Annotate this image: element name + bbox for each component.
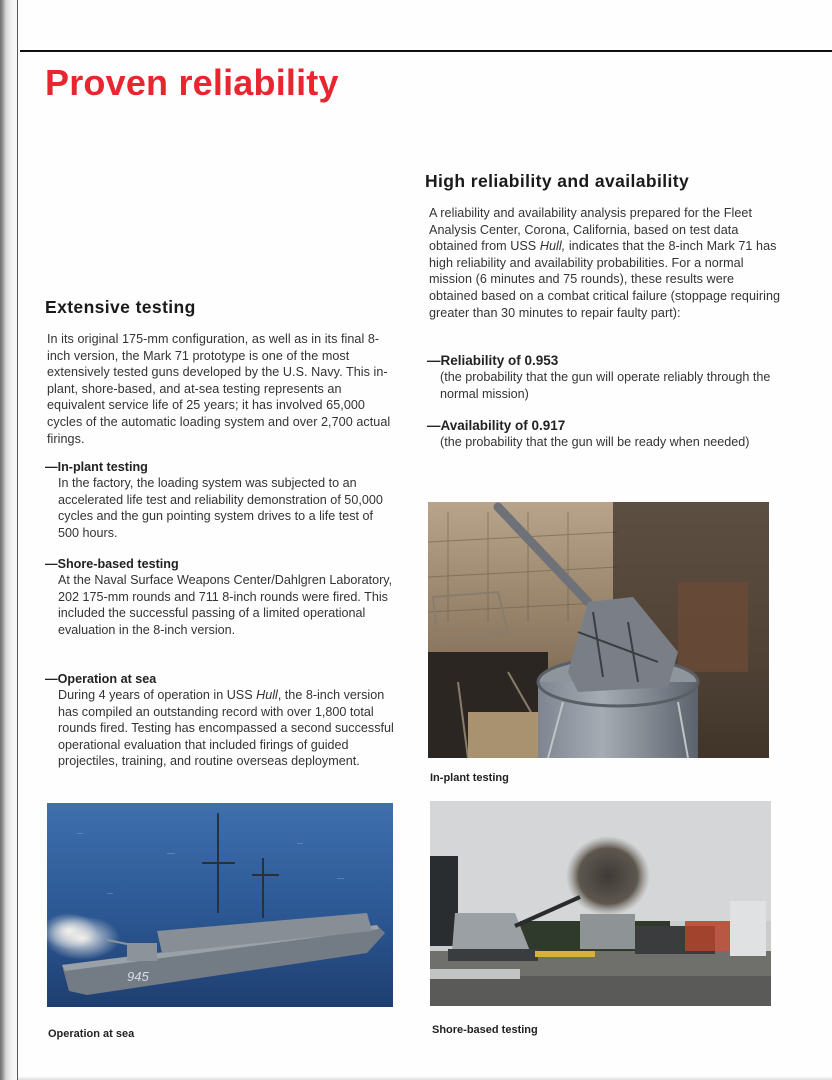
page-edge	[0, 0, 18, 1080]
subsection-title: —Shore-based testing	[45, 557, 179, 571]
shore-gun-firing-image	[430, 801, 771, 1006]
subsection-body	[45, 687, 397, 770]
photo-in-plant-testing	[428, 502, 769, 758]
stat-description: (the probability that the gun will be ready when needed)	[440, 435, 750, 449]
stat-title: —Reliability of 0.953	[427, 353, 559, 368]
body-text-part: During 4 years of operation in USS	[58, 688, 257, 702]
subsection-body: In the factory, the loading system was subjected to an accelerated life test and reliability demonstration of 50,000 cycles and the gun pointing system drives to a life test of 500 hours.	[58, 476, 383, 540]
page-edge-line	[17, 0, 18, 1080]
photo-operation-at-sea	[47, 803, 393, 1007]
subsection-body: At the Naval Surface Weapons Center/Dahlgren Laboratory, 202 175-mm rounds and 711 8-inch rounds were fired. This included the successful passing of a limited operational evaluation in the 8-inch version.	[58, 573, 393, 637]
body-text-part: A reliability and availability analysis prepared for the Fleet Analysis Center, Corona, California, based on test data obtained from USS	[429, 206, 753, 254]
section-heading-extensive-testing: Extensive testing	[45, 297, 196, 317]
top-rule	[20, 50, 832, 52]
page-bottom-edge	[18, 1076, 832, 1080]
subsection-shore-based-testing	[45, 556, 397, 638]
body-text-part: indicates that the 8-inch Mark 71 has high reliability and availability probabilities. For a normal mission (6 minutes and 75 rounds), these results were obtained based on a combat critical failure (stoppage requiring greater than 30 minutes to repair faulty part):	[429, 239, 781, 320]
stat-availability	[427, 417, 777, 451]
subsection-title: —Operation at sea	[45, 672, 157, 686]
body-text-part: , the 8-inch version has compiled an outstanding record with over 1,800 total rounds fired. Testing has encompassed a second successful operational evaluation that included firings of guided projectiles, training, and routine overseas deployment.	[58, 688, 394, 769]
hull-number: 945	[127, 969, 149, 984]
caption-shore-based-testing: Shore-based testing	[432, 1024, 538, 1036]
reliability-intro	[429, 205, 781, 321]
photo-shore-based-testing	[430, 801, 771, 1006]
ship-name: Hull,	[539, 239, 566, 254]
in-plant-gun-mount-image	[428, 502, 769, 758]
caption-operation-at-sea: Operation at sea	[48, 1028, 135, 1040]
stat-reliability	[427, 352, 777, 402]
ship-name: Hull	[256, 688, 278, 702]
page-title: Proven reliability	[45, 62, 339, 103]
section-heading-high-reliability: High reliability and availability	[425, 171, 690, 191]
subsection-in-plant-testing	[45, 459, 397, 541]
extensive-testing-intro: In its original 175-mm configuration, as well as in its final 8-inch version, the Mark 71 prototype is one of the most extensively tested guns developed by the U.S. Navy. This in-plant, shore-based, and at-sea testing represents an equivalent service life of 25 years; it has involved 65,000 cycles of the automatic loading system and over 2,700 actual firings.	[47, 332, 391, 446]
stat-title: —Availability of 0.917	[427, 418, 566, 433]
caption-in-plant-testing: In-plant testing	[430, 772, 509, 784]
subsection-title: —In-plant testing	[45, 460, 148, 474]
stat-description: (the probability that the gun will operate reliably through the normal mission)	[440, 370, 771, 401]
subsection-operation-at-sea	[45, 671, 397, 770]
ship-firing-at-sea-image	[47, 803, 393, 1007]
